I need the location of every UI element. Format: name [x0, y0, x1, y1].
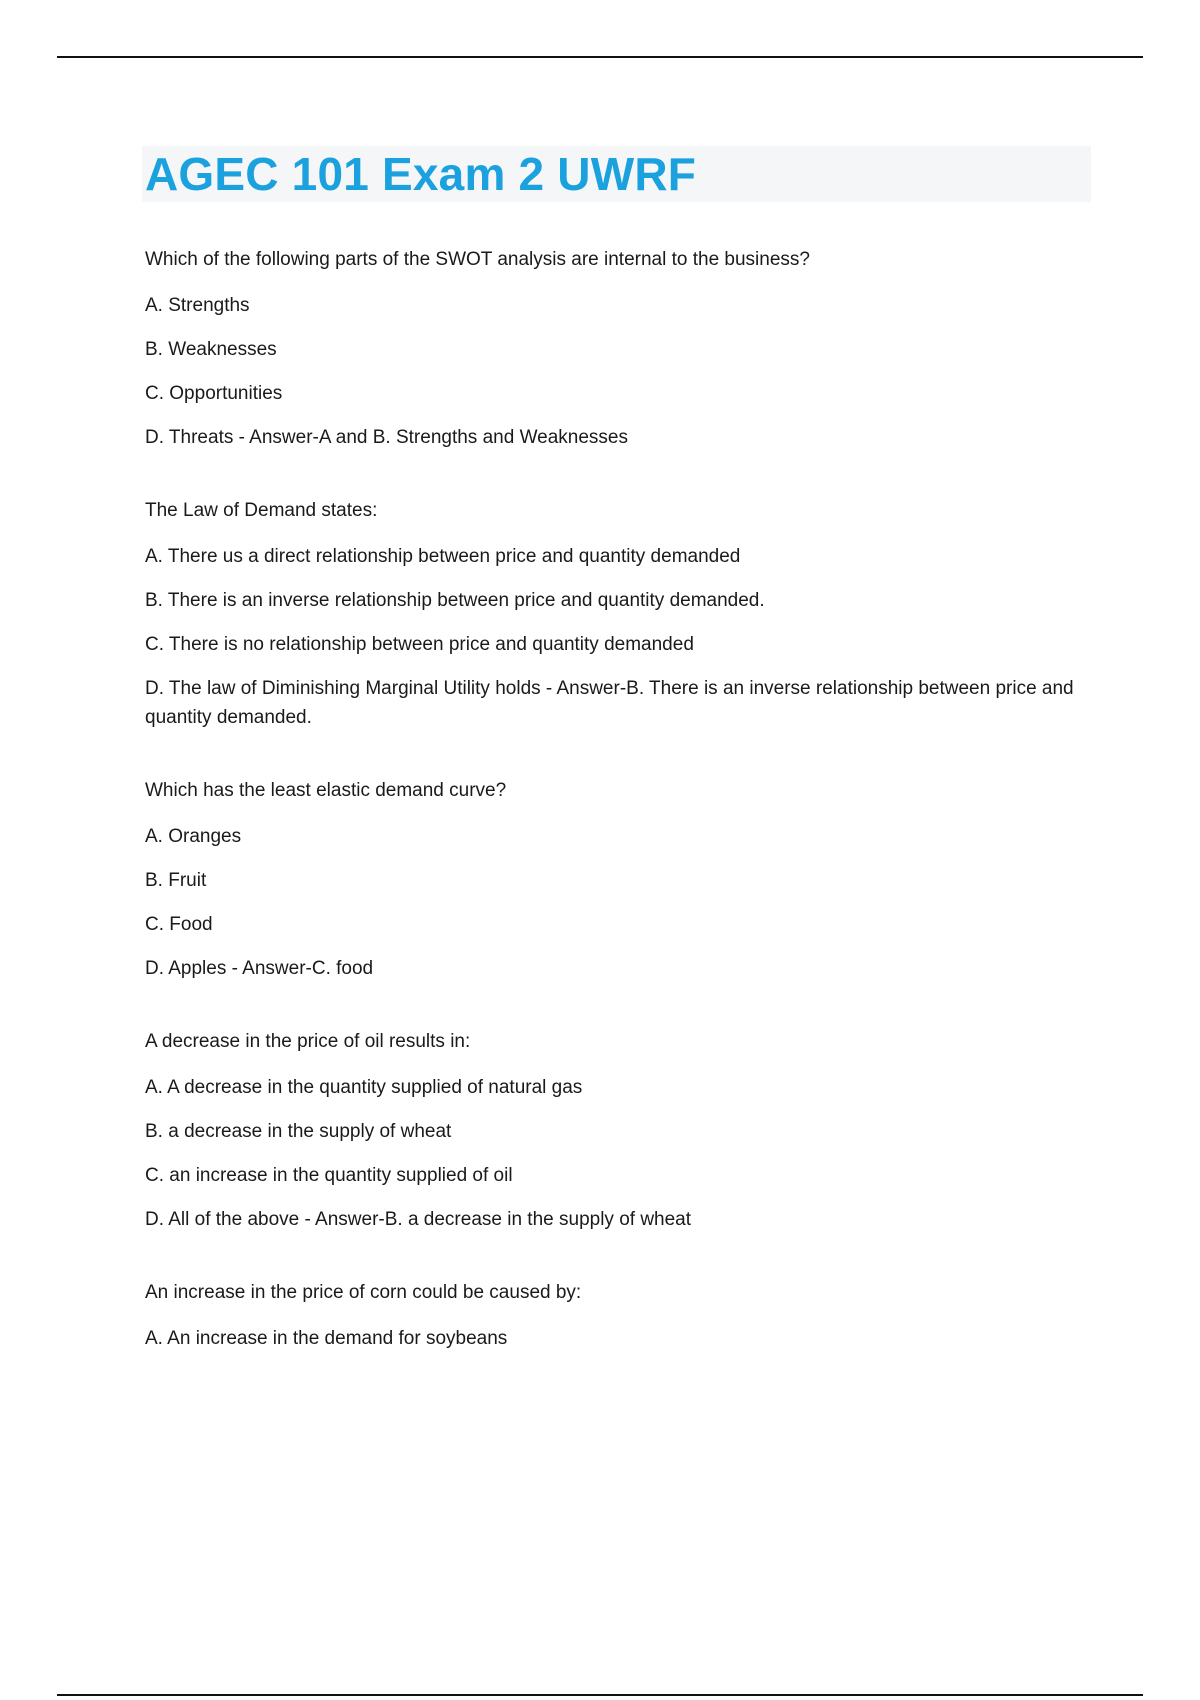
answer-option: A. A decrease in the quantity supplied of natural gas	[145, 1077, 583, 1098]
answer-option-with-answer: D. The law of Diminishing Marginal Utility holds - Answer-B. There is an inverse relationship between price and quantity demanded.	[145, 678, 1074, 728]
question-block	[145, 1278, 1075, 1353]
answer-option-with-answer: D. Threats - Answer-A and B. Strengths and Weaknesses	[145, 427, 628, 448]
question-block	[145, 245, 1075, 452]
answer-option: B. Fruit	[145, 870, 207, 891]
answer-option: C. an increase in the quantity supplied of oil	[145, 1165, 513, 1186]
header-rule	[57, 56, 1143, 58]
answer-option: A. Oranges	[145, 826, 242, 847]
question-prompt: A decrease in the price of oil results in:	[145, 1031, 471, 1052]
question-prompt: Which has the least elastic demand curve?	[145, 780, 507, 801]
document-title: AGEC 101 Exam 2 UWRF	[145, 148, 697, 200]
answer-option-with-answer: D. Apples - Answer-C. food	[145, 958, 374, 979]
answer-option: A. Strengths	[145, 295, 250, 316]
question-list	[145, 245, 1075, 1397]
answer-option: C. There is no relationship between price and quantity demanded	[145, 634, 694, 655]
footer-rule	[57, 1694, 1143, 1696]
answer-option: B. a decrease in the supply of wheat	[145, 1121, 452, 1142]
answer-option: C. Opportunities	[145, 383, 283, 404]
answer-option-with-answer: D. All of the above - Answer-B. a decrease in the supply of wheat	[145, 1209, 692, 1230]
answer-option: A. An increase in the demand for soybeans	[145, 1328, 508, 1349]
question-prompt: An increase in the price of corn could be caused by:	[145, 1282, 582, 1303]
question-prompt: Which of the following parts of the SWOT analysis are internal to the business?	[145, 249, 810, 270]
answer-option: C. Food	[145, 914, 213, 935]
answer-option: B. Weaknesses	[145, 339, 277, 360]
question-block	[145, 496, 1075, 732]
question-block	[145, 776, 1075, 983]
answer-option: A. There us a direct relationship between price and quantity demanded	[145, 546, 741, 567]
answer-option: B. There is an inverse relationship between price and quantity demanded.	[145, 590, 765, 611]
question-block	[145, 1027, 1075, 1234]
question-prompt: The Law of Demand states:	[145, 500, 378, 521]
